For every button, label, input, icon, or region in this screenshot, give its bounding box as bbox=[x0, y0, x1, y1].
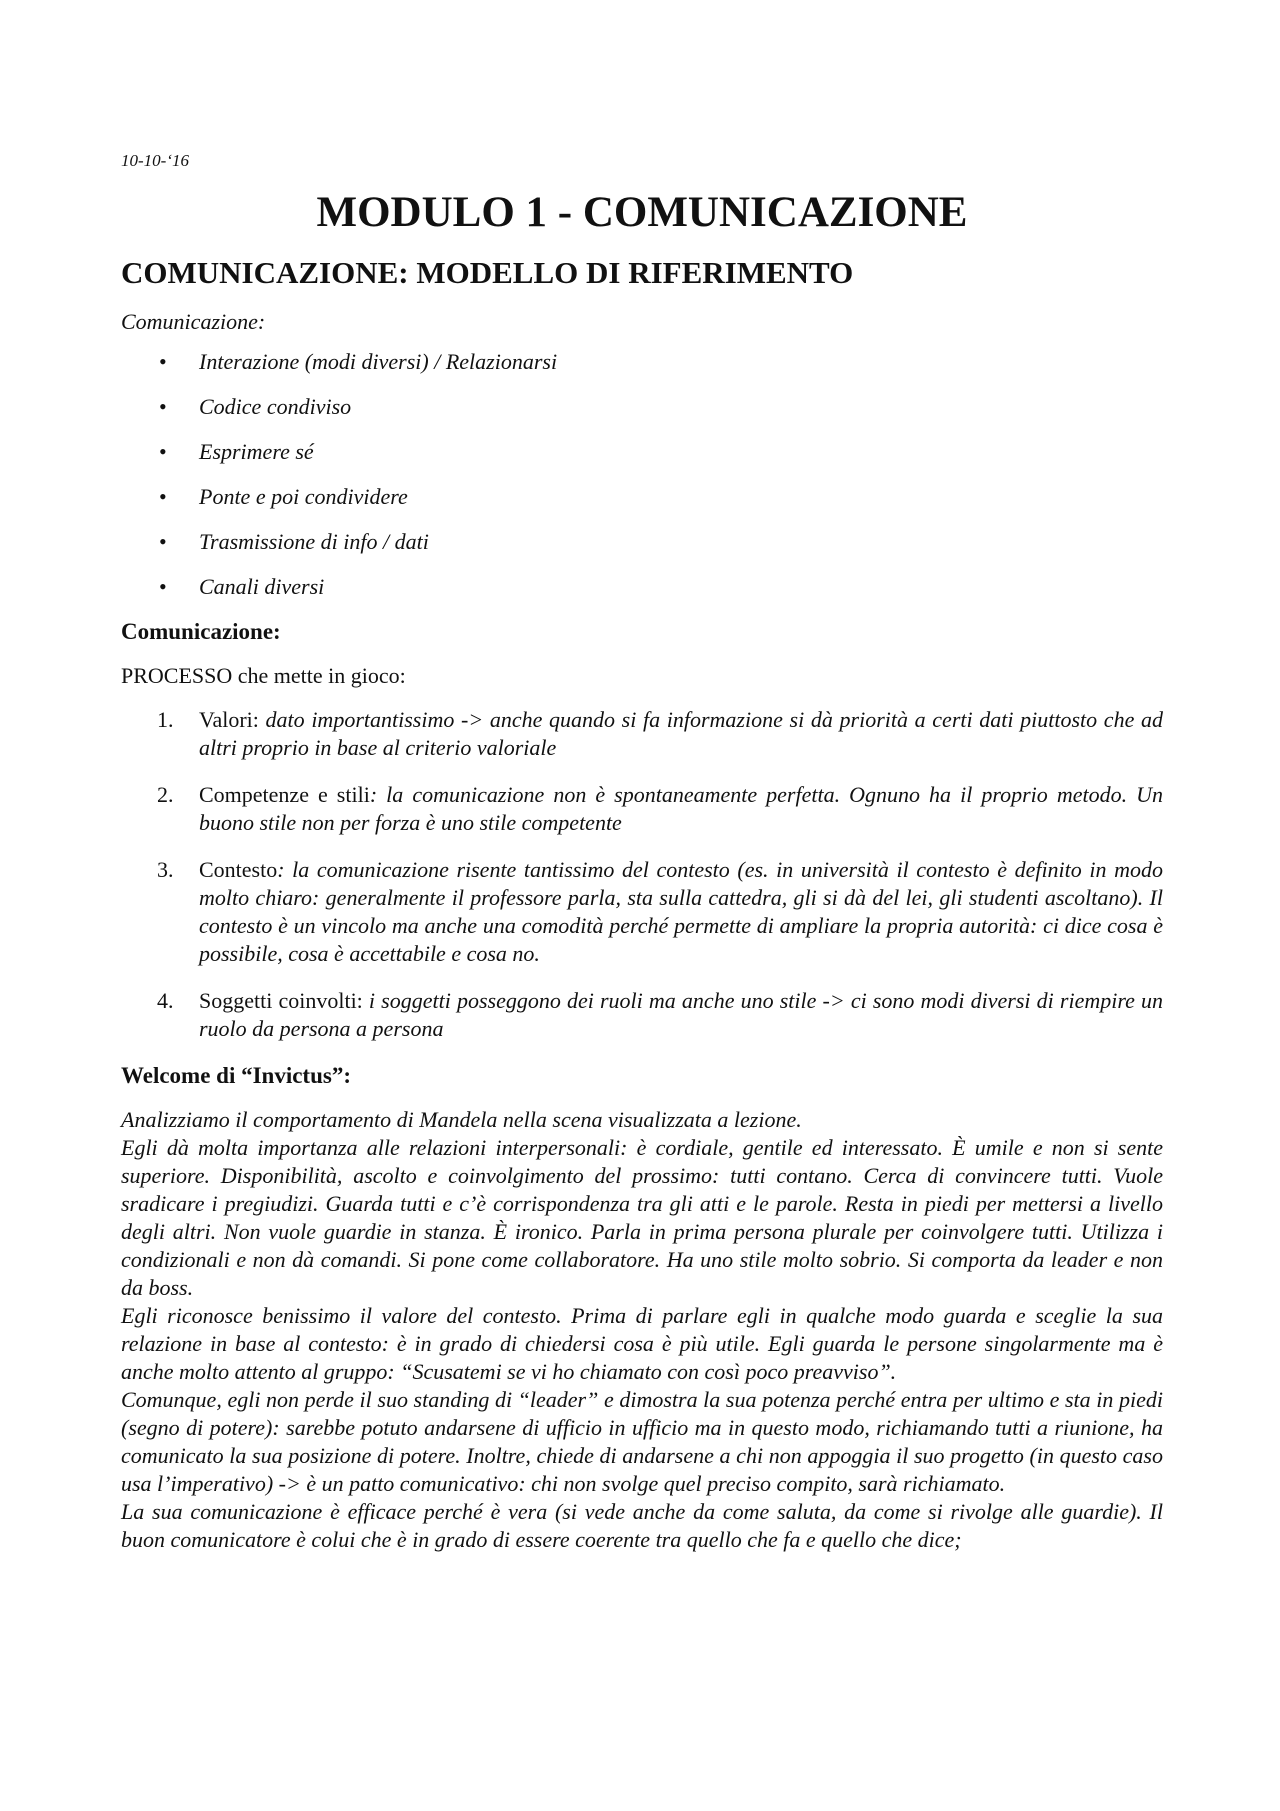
document-date: 10-10-‘16 bbox=[121, 151, 189, 170]
document-page bbox=[121, 150, 1163, 1554]
bullet-list bbox=[121, 348, 1163, 601]
section-heading-comunicazione: Comunicazione: bbox=[121, 619, 281, 644]
list-item bbox=[121, 483, 1163, 511]
item-term: Valori: bbox=[199, 707, 259, 732]
item-number: 1. bbox=[157, 707, 174, 732]
numbered-item bbox=[121, 987, 1163, 1043]
item-term: Contesto bbox=[199, 857, 278, 882]
numbered-item bbox=[121, 706, 1163, 762]
document-subtitle: COMUNICAZIONE: MODELLO DI RIFERIMENTO bbox=[121, 255, 854, 290]
list-item-text: Esprimere sé bbox=[199, 439, 314, 464]
list-item-text: Codice condiviso bbox=[199, 394, 352, 419]
bullet-icon: • bbox=[159, 349, 167, 374]
paragraph-intro: Analizziamo il comportamento di Mandela nella scena visualizzata a lezione. bbox=[121, 1107, 802, 1132]
list-item-text: Trasmissione di info / dati bbox=[199, 529, 429, 554]
list-item bbox=[121, 438, 1163, 466]
section-lead: PROCESSO che mette in gioco: bbox=[121, 663, 406, 688]
item-term: Soggetti coinvolti: bbox=[199, 988, 363, 1013]
item-description: : la comunicazione non è spontaneamente perfetta. Ognuno ha il proprio metodo. Un buono stile non per forza è uno stile competente bbox=[199, 782, 1164, 835]
section-heading-invictus: Welcome di “Invictus”: bbox=[121, 1063, 351, 1088]
bullet-icon: • bbox=[159, 394, 167, 419]
list-item-text: Canali diversi bbox=[199, 574, 325, 599]
list-item-text: Interazione (modi diversi) / Relazionarsi bbox=[199, 349, 558, 374]
bullet-icon: • bbox=[159, 574, 167, 599]
document-title: MODULO 1 - COMUNICAZIONE bbox=[316, 189, 968, 236]
item-number: 2. bbox=[157, 782, 174, 807]
numbered-list bbox=[121, 706, 1163, 1043]
item-description: : la comunicazione risente tantissimo del contesto (es. in università il contesto è definito in modo molto chiaro: generalmente il professore parla, sta sulla cattedra, gli si dà del lei, gli studenti ascoltano). Il contesto è un vincolo ma anche una comodità perché permette di ampliare la propria autorità: ci dice cosa è possibile, cosa è accettabile e cosa no. bbox=[199, 857, 1163, 966]
bullet-icon: • bbox=[159, 529, 167, 554]
bullet-icon: • bbox=[159, 484, 167, 509]
intro-label: Comunicazione: bbox=[121, 309, 266, 334]
paragraph-context: Egli riconosce benissimo il valore del contesto. Prima di parlare egli in qualche modo guarda e sceglie la sua relazione in base al contesto: è in grado di chiedersi cosa è più utile. Egli guarda le persone singolarmente ma è anche molto attento al gruppo: “Scusatemi se vi ho chiamato con così poco preavviso”. bbox=[121, 1303, 1163, 1384]
item-term: Competenze e stili bbox=[199, 782, 370, 807]
item-description: dato importantissimo -> anche quando si fa informazione si dà priorità a certi dati piuttosto che ad altri proprio in base al criterio valoriale bbox=[199, 707, 1163, 760]
list-item-text: Ponte e poi condividere bbox=[199, 484, 408, 509]
list-item bbox=[121, 348, 1163, 376]
paragraph-standing: Comunque, egli non perde il suo standing di “leader” e dimostra la sua potenza perché entra per ultimo e sta in piedi (segno di potere): sarebbe potuto andarsene di ufficio in ufficio ma in questo modo, richiamando tutti a riunione, ha comunicato la sua posizione di potere. Inoltre, chiede di andarsene a chi non appoggia il suo progetto (in questo caso usa l’imperativo) -> è un patto comunicativo: chi non svolge quel preciso compito, sarà richiamato. bbox=[121, 1387, 1163, 1496]
item-number: 3. bbox=[157, 857, 174, 882]
list-item bbox=[121, 573, 1163, 601]
item-description: i soggetti posseggono dei ruoli ma anche uno stile -> ci sono modi diversi di riempire un ruolo da persona a persona bbox=[199, 988, 1163, 1041]
paragraph-relations: Egli dà molta importanza alle relazioni interpersonali: è cordiale, gentile ed interessato. È umile e non si sente superiore. Disponibilità, ascolto e coinvolgimento del prossimo: tutti contano. Cerca di convincere tutti. Vuole sradicare i pregiudizi. Guarda tutti e c’è corrispondenza tra gli atti e le parole. Resta in piedi per mettersi a livello degli altri. Non vuole guardie in stanza. È ironico. Parla in prima persona plurale per coinvolgere tutti. Utilizza i condizionali e non dà comandi. Si pone come collaboratore. Ha uno stile molto sobrio. Si comporta da leader e non da boss. bbox=[121, 1135, 1163, 1300]
list-item bbox=[121, 528, 1163, 556]
item-number: 4. bbox=[157, 988, 174, 1013]
bullet-icon: • bbox=[159, 439, 167, 464]
paragraph-effective: La sua comunicazione è efficace perché è vera (si vede anche da come saluta, da come si rivolge alle guardie). Il buon comunicatore è colui che è in grado di essere coerente tra quello che fa e quello che dice; bbox=[121, 1499, 1163, 1552]
list-item bbox=[121, 393, 1163, 421]
numbered-item bbox=[121, 781, 1163, 837]
numbered-item bbox=[121, 856, 1163, 968]
